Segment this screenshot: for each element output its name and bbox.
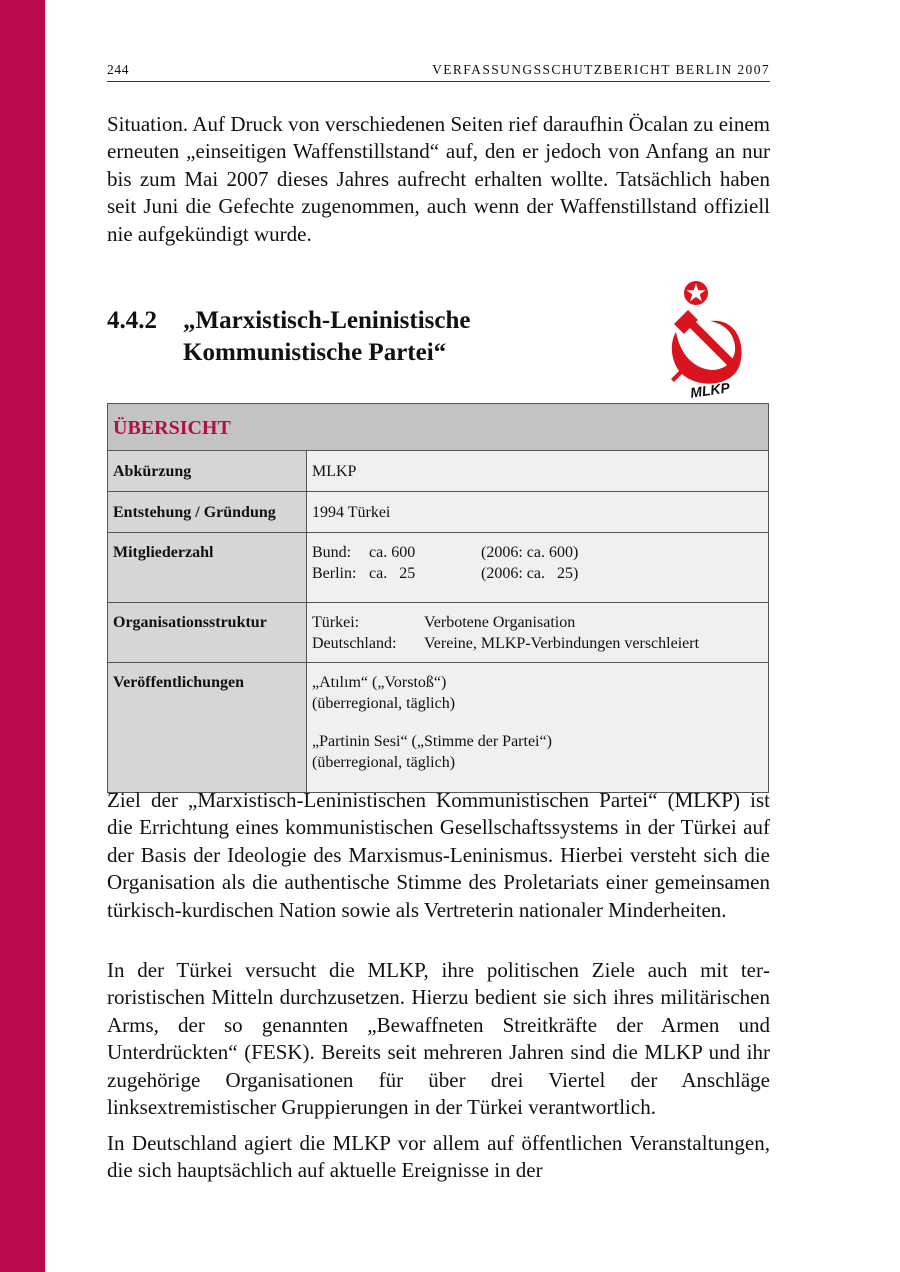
structure-text: Vereine, MLKP-Verbindungen verschleiert bbox=[424, 635, 700, 652]
intro-paragraph: Situation. Auf Druck von verschiedenen Seiten rief daraufhin Öcalan zu einem erneuten „einseitigen Waffenstillstand“ auf, den er jedoch von Anfang an nur bis zum Mai 2007 dieses Jahres aufrecht erhalten wollte. Tatsächlich haben seit Juni die Gefechte zugenommen, auch wenn der Waffenstillstand offiziell nie aufgekündigt wurde. bbox=[107, 112, 770, 246]
body-paragraph: In der Türkei versucht die MLKP, ihre politischen Ziele auch mit terroristischen Mitteln durchzusetzen. Hierzu bedient sie sich ihres militärischen Arms, der so genannten „Bewaffneten Streitkräfte der Armen und Unterdrückten“ (FESK). Bereits seit mehreren Jahren sind die MLKP und ihr zugehörige Organisationen für über drei Viertel der Anschläge linksextremistischer Gruppierungen in der Türkei verantwortlich. bbox=[107, 958, 770, 1120]
table-row bbox=[108, 492, 769, 533]
members-row-bund bbox=[312, 542, 763, 563]
page-number: 244 bbox=[107, 62, 130, 77]
section-title-line1: „Marxistisch-Leninistische bbox=[183, 307, 471, 334]
body-paragraph: In Deutschland agiert die MLKP vor allem auf öffentlichen Veranstaltungen, die sich hauptsächlich auf aktuelle Ereignisse in der bbox=[107, 1131, 770, 1183]
publication-title: „Atılım“ („Vorstoß“) bbox=[312, 674, 447, 691]
members-value bbox=[307, 533, 769, 603]
publication-title: „Partinin Sesi“ („Stimme der Partei“) bbox=[312, 733, 552, 750]
structure-row bbox=[312, 612, 763, 633]
publication-detail: (überregional, täglich) bbox=[312, 695, 456, 712]
publications-label: Veröffentlichungen bbox=[108, 663, 307, 793]
overview-heading: ÜBERSICHT bbox=[108, 404, 769, 451]
structure-label: Organisationsstruktur bbox=[108, 603, 307, 663]
members-previous: (2006: ca. 25) bbox=[481, 565, 579, 582]
table-row bbox=[108, 451, 769, 492]
founding-value: 1994 Türkei bbox=[307, 492, 769, 533]
page-edge-shadow bbox=[45, 0, 47, 1272]
margin-color-bar bbox=[0, 0, 45, 1272]
members-label: Mitgliederzahl bbox=[108, 533, 307, 603]
publications-value bbox=[307, 663, 769, 793]
structure-country: Türkei: bbox=[312, 614, 360, 631]
members-count: ca. 600 bbox=[369, 544, 416, 561]
abbr-label: Abkürzung bbox=[108, 451, 307, 492]
running-title: VERFASSUNGSSCHUTZBERICHT BERLIN 2007 bbox=[432, 62, 770, 77]
section-number: 4.4.2 bbox=[107, 307, 157, 334]
members-row-berlin bbox=[312, 563, 763, 584]
section-title-line2: Kommunistische Partei“ bbox=[183, 339, 447, 366]
members-previous: (2006: ca. 600) bbox=[481, 544, 579, 561]
members-count: ca. 25 bbox=[369, 565, 416, 582]
structure-row bbox=[312, 633, 763, 654]
structure-text: Verbotene Organisation bbox=[424, 614, 576, 631]
founding-label: Entstehung / Gründung bbox=[108, 492, 307, 533]
hammer-sickle-star-icon bbox=[660, 278, 760, 403]
table-row bbox=[108, 603, 769, 663]
table-row bbox=[108, 533, 769, 603]
members-place: Bund: bbox=[312, 544, 352, 561]
members-place: Berlin: bbox=[312, 565, 357, 582]
table-row bbox=[108, 663, 769, 793]
overview-table bbox=[107, 403, 769, 793]
body-paragraph: Ziel der „Marxistisch-Leninistischen Kommunistischen Partei“ (MLKP) ist die Errichtung eines kommunistischen Gesellschaftssystems in der Türkei auf der Basis der Ideologie des Marxismus-Leninismus. Hierbei versteht sich die Organisation als die authentische Stimme des Proletariats einer gemeinsamen türkisch-kurdischen Nation sowie als Vertreterin nationaler Minderheiten. bbox=[107, 788, 770, 922]
publication-detail: (überregional, täglich) bbox=[312, 754, 456, 771]
running-header bbox=[107, 62, 770, 82]
structure-value bbox=[307, 603, 769, 663]
abbr-value: MLKP bbox=[307, 451, 769, 492]
logo-text: MLKP bbox=[689, 379, 731, 401]
structure-country: Deutschland: bbox=[312, 635, 397, 652]
